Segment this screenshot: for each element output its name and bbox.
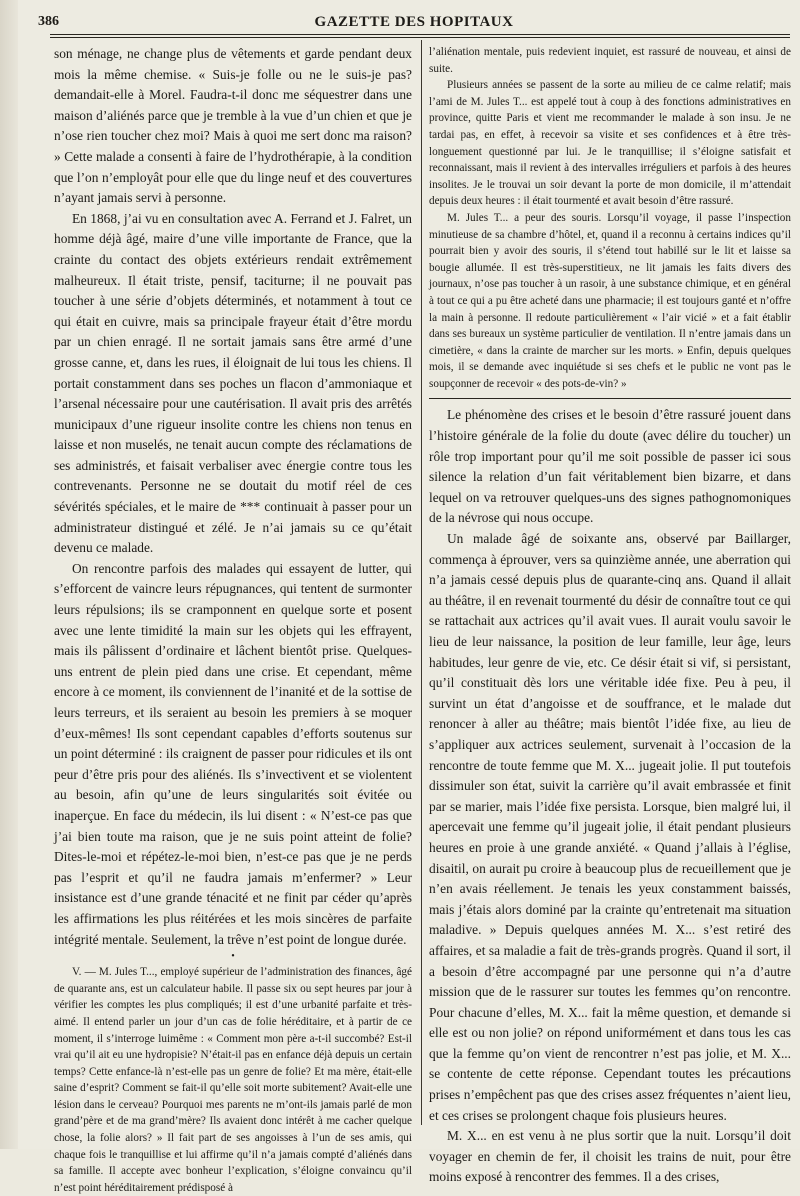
paragraph: M. Jules T... a peur des souris. Lorsqu’il voyage, il passe l’inspection minutieuse de sa chambre d’hôtel, et, quand il a reconnu à certains indices qu’il pourrait bien y avoir des souris, il s’étend tout habillé sur le lit et laisse sa bougie allumée. Il est très-superstitieux, ne lit jamais les faits divers des journaux, n’ose pas toucher à un rasoir, à une substance chimique, et en général à tout ce qui a pu être acheté dans une pharmacie; il est toujours ganté et n’offre la main à personne. Il redoute particulièrement « l’air vicié » et a fait établir dans ses bureaux un système particulier de ventilation. Il n’entre jamais dans un cimetière, « dans la crainte de marcher sur les morts. » Enfin, depuis quelques mois, il se demande avec inquiétude si ses chefs et le public ne vont pas le soupçonner de recevoir « des pots-de-vin? »: [429, 211, 791, 390]
section-rule: [429, 392, 791, 399]
paragraph: V. — M. Jules T..., employé supérieur de l’administration des finances, âgé de quarante ans, est un calculateur habile. Il passe six ou sept heures par jour à vérifier les comptes les plus compliqués; il est d’une urbanité parfaite et très-aimé. Il entend parler un jour d’un cas de folie héréditaire, et à partir de ce moment, il s’interroge luimême : « Comment mon père a-t-il succombé? Est-il vrai qu’il ait eu une hydropisie? N’était-il pas en enfance déjà depuis un certain temps? Cette enfance-là n’est-elle pas un genre de folie? Et ma mère, était-elle saine d’esprit? Comment se fait-il qu’elle soit morte subitement? Avait-elle une lésion dans le cerveau? Pourquoi mes parents ne m’ont-ils jamais parlé de mon grand’père et de ma grand’mère? Ils avaient donc intérêt à me cacher quelque chose, la folie alors? » Il fait part de ses angoisses à l’un de ses amis, qui chaque fois le tranquillise et lui affirme qu’il n’a jamais compté d’aliénés dans sa famille. Il accepte avec bonheur l’explication, s’éloigne convaincu qu’il n’est point héréditairement prédisposé à: [54, 966, 412, 1194]
left-column: [54, 44, 412, 1194]
case-text-continued: [429, 44, 791, 392]
paragraph: l’aliénation mentale, puis redevient inquiet, est rassuré de nouveau, et ainsi de suite.: [429, 46, 791, 75]
paragraph: Plusieurs années se passent de la sorte au milieu de ce calme relatif; mais l’ami de M. Jules T... est appelé tout à coup à des fonctions administratives en province, quitte Paris et vient me recommander le malade à son insu. Je ne tardai pas, en effet, à recevoir sa visite et ses confidences et à être très-longuement questionné par lui. Je le tranquillise; il s’éloigne satisfait et reconnaissant, mais il revient à des intervalles irréguliers et parfois à des heures insolites. Je le trouvai un soir devant la porte de mon domicile, il m’attendait depuis deux heures : il était tourmenté et avait besoin d’être rassuré.: [429, 79, 791, 208]
page-number: 386: [38, 14, 59, 29]
section-separator: •: [231, 951, 235, 963]
case-text: [54, 964, 412, 1196]
paragraph: On rencontre parfois des malades qui essayent de lutter, qui s’efforcent de vaincre leurs répugnances, qui tentent de surmonter leurs répulsions; ils se cramponnent en quelque sorte et posent avec une lente timidité la main sur les objets qui les effrayent, mais ils pâlissent d’ordinaire et lâchent bientôt prise. Quelques-uns entrent de plein pied dans une crise. Et cependant, même encore à ce moment, ils conviennent de l’inanité et de la sottise de leurs terreurs, et ils seraient au besoin les premiers à se moquer d’eux-mêmes! Ils sont cependant capables d’efforts soutenus sur un point déterminé : ils craignent de passer pour ridicules et ils ont peur d’être pris pour des aliénés. Ils s’invectivent et se violentent au besoin, afin qu’une de leurs singularités soit évitée ou inaperçue. En face du médecin, ils lui disent : « N’est-ce pas que j’ai bien toute ma raison, que je ne suis point atteint de folie? Dites-le-moi et répétez-le-moi bien, n’est-ce pas que je ne perds pas l’esprit et qu’il ne faudra jamais m’enfermer? » Leur insistance est d’une grande ténacité et ne finit par céder qu’après les affirmations les plus réitérées et les mois sincères de parfaite intégrité mentale. Seulement, la trêve n’est point de longue durée.: [54, 560, 412, 947]
paragraph: Le phénomène des crises et le besoin d’être rassuré jouent dans l’histoire générale de la folie du doute (avec délire du toucher) un rôle trop important pour qu’il me soit possible de passer ici sous silence la relation d’un fait véritablement bien bizarre, et dans lequel on va retrouver quelques-uns des signes pathognomoniques de la névrose qui nous occupe.: [429, 407, 791, 526]
journal-title: GAZETTE DES HOPITAUX: [314, 13, 514, 30]
right-column: [429, 44, 791, 1185]
left-body: [54, 44, 412, 950]
column-divider: [421, 40, 422, 1125]
header-rule-thin: [50, 37, 790, 38]
page-edge-shadow: [0, 0, 18, 1149]
paragraph: M. X... en est venu à ne plus sortir que la nuit. Lorsqu’il doit voyager en chemin de fer, il choisit les trains de nuit, pour être moins exposé à rencontrer des femmes. Il a des crises,: [429, 1128, 791, 1185]
paragraph: En 1868, j’ai vu en consultation avec A. Ferrand et J. Falret, un homme déjà âgé, maire d’une ville importante de France, que la crainte du contact des objets extérieurs rendait extrêmement malheureux. Il était triste, pensif, taciturne; il ne pouvait pas toucher à une série d’objets déterminés, et notamment à tout ce qui était en cuivre, mais sa principale frayeur était d’être mordu par un chien enragé. Il ne sortait jamais sans être armé d’une grosse canne, et, dans les rues, il éloignait de lui tous les chiens. Il portait constamment dans ses poches un flacon d’ammoniaque et l’arsenal nécessaire pour une cautérisation. Il avait pris des arrêtés municipaux d’une rigueur insolite contre les chiens non tenus en laisse et non muselés, ne tenait aucun compte des réclamations de ses administrés, et faisait verbaliser avec énergie contre tous les contrevenants. Personne ne se doutait du motif réel de ces sévérités spéciales, et le maire de *** continuait à passer pour un administrateur distingué et zélé. Je n’ai jamais su ce qu’était devenu ce malade.: [54, 210, 412, 556]
header-rule: [50, 34, 790, 35]
paragraph: son ménage, ne change plus de vêtements et garde pendant deux mois la même chemise. « Suis-je folle ou ne le suis-je pas? demandait-elle à Morel. Faudra-t-il donc me séquestrer dans une maison d’aliénés parce que je tremble à la vue d’un chien et que je n’ose rien toucher chez moi? Mais à quoi me sert donc ma raison? » Cette malade a consenti à faire de l’hydrothérapie, à la condition que l’on n’employât pour elle que du linge neuf et des couvertures n’ayant jamais servi à personne.: [54, 46, 412, 206]
page-header: [38, 8, 790, 36]
paragraph: Un malade âgé de soixante ans, observé par Baillarger, commença à éprouver, vers sa quinzième année, une aberration qui n’a jamais cessé depuis plus de quarante-cinq ans. Quand il allait au théâtre, il en revenait tourmenté du désir de connaître tout ce qui se rattachait aux actrices qu’il avait vues. Il aurait voulu savoir le lieu de leur naissance, la position de leur famille, leur âge, leurs habitudes, leur genre de vie, etc. Ce désir était si vif, si persistant, qu’il constituait dès lors une véritable idée fixe. Peu à peu, il survint un état d’angoisse et de souffrance, et le malade dut renoncer à aller au théâtre; mais bientôt l’idée fixe, au lieu de s’appliquer aux actrices seulement, survenait à l’occasion de la rencontre de toute femme que M. X... jugeait jolie. Il put toutefois dissimuler son état, suivit la carrière qu’il avait embrassée et finit par se marier, mais l’idée fixe persista. Lorsque, bien malgré lui, il apercevait une femme qu’il jugeait jolie, il était pendant plusieurs heures en proie à une grande anxiété. « Quand j’allais à l’église, disaitil, on aurait pu croire à beaucoup plus de recueillement que je n’en avais réellement. Je tenais les yeux constamment baissés, mais j’étais alors dominé par la crainte qu’entretenait ma situation maladive. » Depuis quelques années M. X... s’est retiré des affaires, et sa maladie a fait de très-grands progrès. Quand il sort, il a besoin d’être accompagné par une personne qui n’a d’autre mission que de le rassurer sur toutes les femmes qu’on rencontre. Pour chacune d’elles, M. X... fait la même question, et demande si elle est ou non jolie? on répond uniformément et dans tous les cas que la femme qu’on vient de rencontrer n’est pas jolie, et M. X... se contente de cette réponse. Cependant toutes les précautions prises n’empêchent pas que des crises assez fréquentes n’aient lieu, et ces crises se prolongent chaque fois plusieurs heures.: [429, 531, 791, 1123]
right-body: [429, 405, 791, 1188]
